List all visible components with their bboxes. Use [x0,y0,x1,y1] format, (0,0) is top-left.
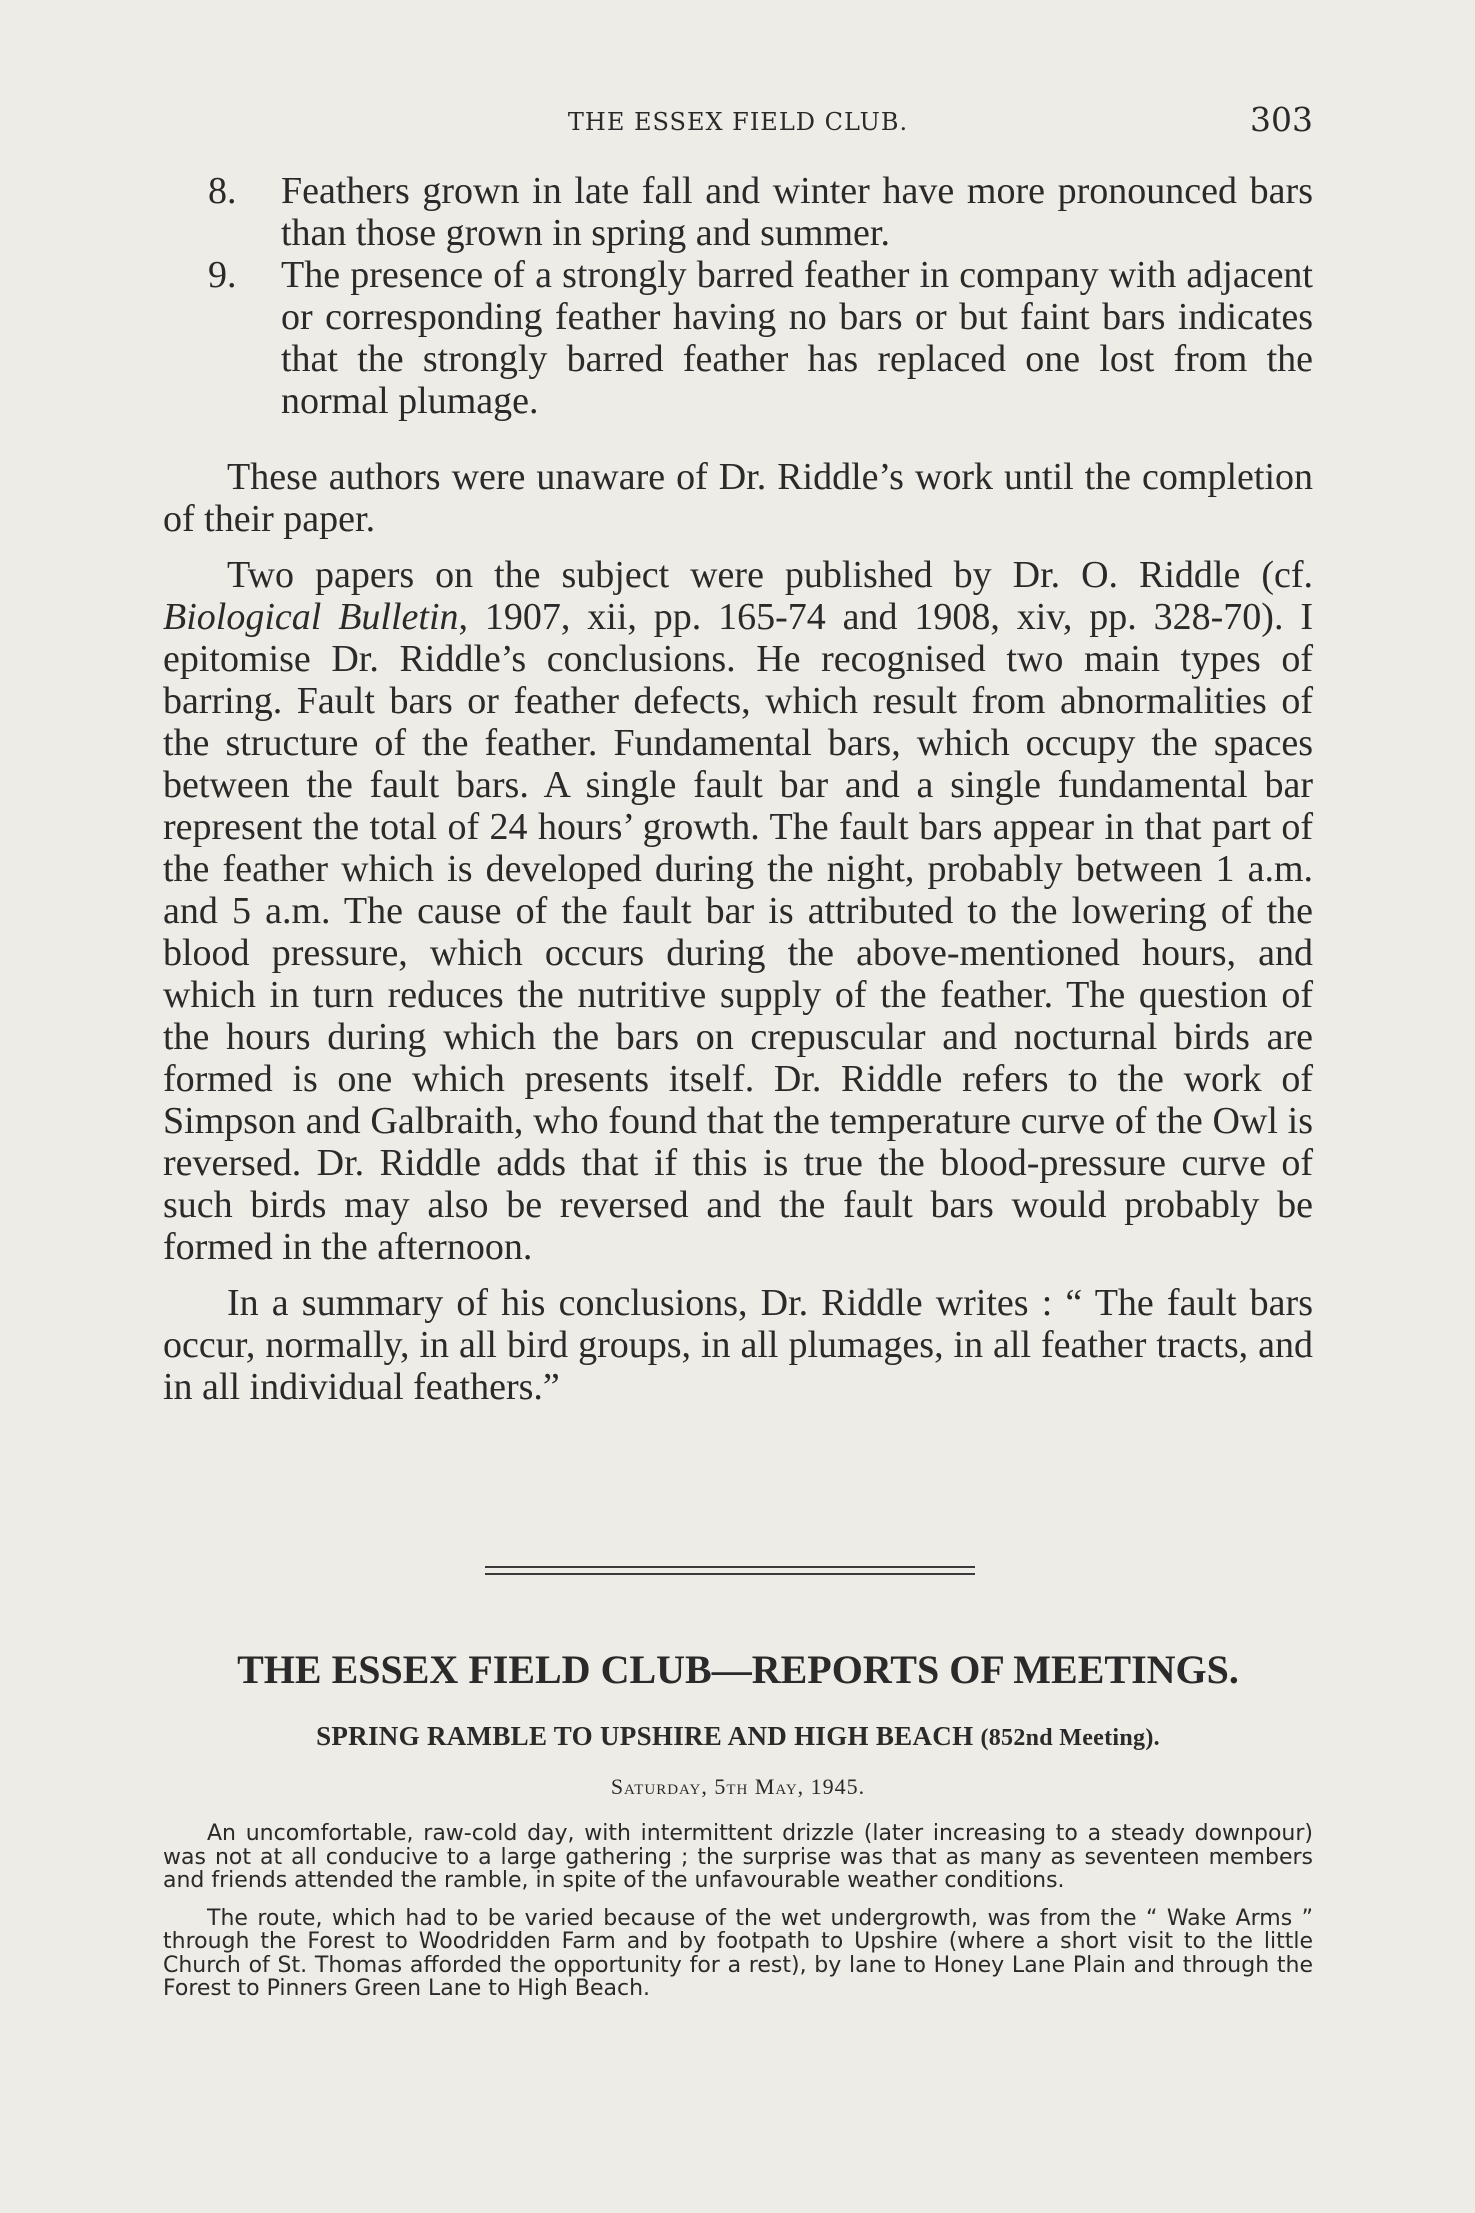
list-item [163,170,1313,254]
running-header [163,100,1313,150]
report-paragraph: The route, which had to be varied because of the wet undergrowth, was from the “ Wake Arms ” through the Forest to Woodridden Farm and by footpath to Upshire (where a short visit to the little Church of St. Thomas afforded the opportunity for a rest), by lane to Honey Lane Plain and through the Forest to Pinners Green Lane to High Beach. [163,1905,1313,2001]
paragraph: These authors were unaware of Dr. Riddle’s work until the completion of their paper. [163,456,1313,540]
paragraph [163,554,1313,1268]
page-number: 303 [1250,100,1313,139]
section-divider [485,1566,975,1580]
list-item-text: The presence of a strongly barred feather in company with adjacent or corresponding feather having no bars or but faint bars indicates that the strongly barred feather has replaced one lost from the normal plumage. [281,254,1313,422]
list-item-number: 9. [208,254,237,296]
meeting-report [163,1822,1313,2001]
paragraph-text: , 1907, xii, pp. 165-74 and 1908, xiv, pp. 328-70). I epitomise Dr. Riddle’s conclusions. He recognised two main types of barring. Fault bars or feather defects, which result from abnormalities of the structure of the feather. Fundamental bars, which occupy the spaces between the fault bars. A single fault bar and a single fundamental bar represent the total of 24 hours’ growth. The fault bars appear in that part of the feather which is developed during the night, probably between 1 a.m. and 5 a.m. The cause of the fault bar is attributed to the lowering of the blood pressure, which occurs during the above-mentioned hours, and which in turn reduces the nutritive supply of the feather. The question of the hours during which the bars on crepuscular and nocturnal birds are formed is one which presents itself. Dr. Riddle refers to the work of Simpson and Galbraith, who found that the temperature curve of the Owl is reversed. Dr. Riddle adds that if this is true the blood-pressure curve of such birds may also be reversed and the fault bars would probably be formed in the afternoon. [163,596,1313,1268]
list-item-number: 8. [208,170,237,212]
paragraph-text: Two papers on the subject were published by Dr. O. Riddle (cf. [227,554,1313,596]
journal-title: Biological Bulletin [163,596,459,638]
meeting-name: SPRING RAMBLE TO UPSHIRE AND HIGH BEACH [316,1721,974,1751]
meeting-title [163,1721,1313,1752]
list-item [163,254,1313,422]
meeting-number: (852nd Meeting). [980,1725,1160,1751]
running-title: THE ESSEX FIELD CLUB. [567,108,909,136]
meeting-date: Saturday, 5th May, 1945. [610,1774,866,1799]
list-item-text: Feathers grown in late fall and winter have more pronounced bars than those grown in spring and summer. [281,170,1313,254]
report-paragraph: An uncomfortable, raw-cold day, with intermittent drizzle (later increasing to a steady downpour) was not at all conducive to a large gathering ; the surprise was that as many as seventeen members and friends attended the ramble, in spite of the unfavourable weather conditions. [163,1821,1313,1893]
main-text [163,170,1313,1408]
section-title: THE ESSEX FIELD CLUB—REPORTS OF MEETINGS. [237,1647,1239,1692]
paragraph: In a summary of his conclusions, Dr. Riddle writes : “ The fault bars occur, normally, in all bird groups, in all plumages, in all feather tracts, and in all individual feathers.” [163,1282,1313,1408]
